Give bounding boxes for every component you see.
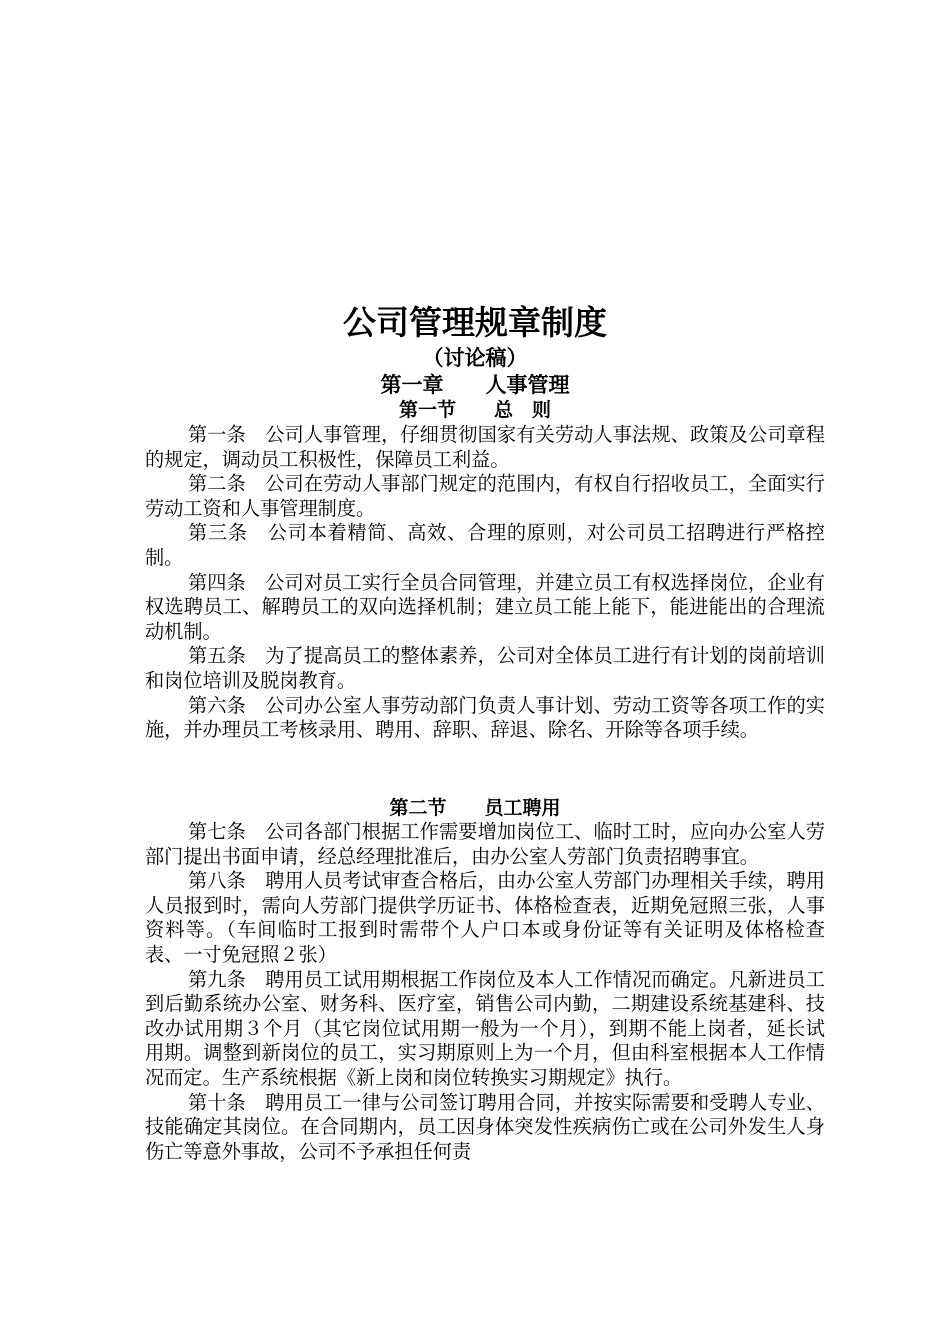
article-9: 第九条 聘用员工试用期根据工作岗位及本人工作情况而确定。凡新进员工到后勤系统办公室、财务科、医疗室，销售公司内勤，二期建设系统基建科、技改办试用期３个月（其它岗位试用期一般为一个月），到期不能上岗者，延长试用期。调整到新岗位的员工，实习期原则上为一个月，但由科室根据本人工作情况而定。生产系统根据《新上岗和岗位转换实习期规定》执行。: [145, 967, 825, 1089]
article-7: 第七条 公司各部门根据工作需要增加岗位工、临时工时，应向办公室人劳部门提出书面申请，经总经理批准后，由办公室人劳部门负责招聘事宜。: [145, 820, 825, 868]
article-4: 第四条 公司对员工实行全员合同管理，并建立员工有权选择岗位，企业有权选聘员工、解聘员工的双向选择机制；建立员工能上能下，能进能出的合理流动机制。: [145, 570, 825, 643]
document-subtitle: （讨论稿）: [422, 346, 528, 370]
article-8: 第八条 聘用人员考试审查合格后，由办公室人劳部门办理相关手续，聘用人员报到时，需向人劳部门提供学历证书、体格检查表，近期免冠照三张，人事资料等。（车间临时工报到时需带个人户口本或身份证等有关证明及体格检查表、一寸免冠照２张）: [145, 869, 825, 966]
document-title: 公司管理规章制度: [343, 303, 607, 342]
chapter-heading: 第一章 人事管理: [380, 373, 570, 397]
article-2: 第二条 公司在劳动人事部门规定的范围内，有权自行招收员工，全面实行劳动工资和人事管理制度。: [145, 472, 825, 520]
article-3: 第三条 公司本着精简、高效、合理的原则，对公司员工招聘进行严格控制。: [145, 521, 825, 569]
article-10: 第十条 聘用员工一律与公司签订聘用合同，并按实际需要和受聘人专业、技能确定其岗位。在合同期内，员工因身体突发性疾病伤亡或在公司外发生人身伤亡等意外事故，公司不予承担任何责: [145, 1090, 825, 1163]
article-6: 第六条 公司办公室人事劳动部门负责人事计划、劳动工资等各项工作的实施，并办理员工考核录用、聘用、辞职、辞退、除名、开除等各项手续。: [145, 693, 825, 742]
section-body-recruitment: [145, 820, 825, 1164]
section-heading-general: 第一节 总 则: [398, 399, 551, 421]
section-body-general: [145, 423, 825, 743]
article-1: 第一条 公司人事管理，仔细贯彻国家有关劳动人事法规、政策及公司章程的规定，调动员工积极性，保障员工利益。: [145, 423, 825, 471]
section-heading-recruitment: 第二节 员工聘用: [389, 797, 561, 819]
article-5: 第五条 为了提高员工的整体素养，公司对全体员工进行有计划的岗前培训和岗位培训及脱岗教育。: [145, 644, 825, 692]
